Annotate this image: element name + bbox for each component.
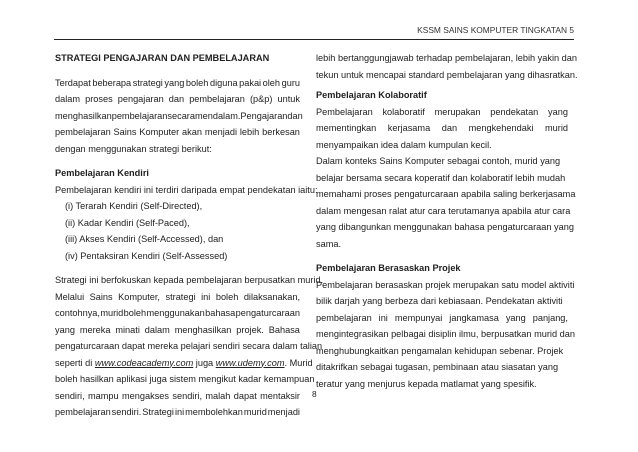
- text-line: bilik darjah yang berbeza dari kebiasaan. Pendekatan aktiviti: [316, 296, 563, 306]
- list-item: (i) Terarah Kendiri (Self-Directed),: [65, 201, 203, 211]
- text-fragment: seperti di: [55, 357, 95, 368]
- subheading-kolaboratif: Pembelajaran Kolaboratif: [316, 90, 427, 100]
- text-line: Dalam konteks Sains Komputer sebagai contoh, murid yang: [316, 156, 561, 166]
- text-line: lebih bertanggungjawab terhadap pembelajaran, lebih yakin dan: [316, 53, 578, 63]
- text-line: menyampaikan idea dalam kumpulan kecil.: [316, 139, 492, 150]
- text-line: sama.: [316, 238, 342, 249]
- text-line: yang dibangunkan menggunakan bahasa pengaturcaraan yang: [316, 222, 574, 232]
- subheading-kendiri: Pembelajaran Kendiri: [55, 168, 149, 178]
- text-line: Strategi ini berfokuskan kepada pembelajaran berpusatkan murid.: [55, 275, 324, 285]
- text-line: Melalui Sains Komputer, strategi ini boleh dilaksanakan,: [55, 291, 300, 302]
- text-line: pembelajaran ini mempunyai jangkamasa yang panjang,: [316, 312, 568, 323]
- header-rule: [54, 39, 574, 40]
- text-line: tekun untuk mencapai standard pembelajaran yang dihasratkan.: [316, 69, 578, 80]
- section-heading: STRATEGI PENGAJARAN DAN PEMBELAJARAN: [55, 53, 270, 63]
- text-line: Pembelajaran berasaskan projek merupakan satu model aktiviti: [316, 279, 575, 290]
- page-number: 8: [312, 389, 317, 399]
- text-line: teratur yang menjurus kepada matlamat yang spesifik.: [316, 378, 537, 389]
- text-line: menghasilkan pembelajaran secara mendalam. Pengajaran dan: [55, 110, 303, 121]
- text-fragment: juga: [193, 357, 216, 368]
- intro-paragraph: [55, 75, 303, 158]
- text-line: boleh hasilkan aplikasi juga sistem mengikut kadar kemampuan: [55, 374, 315, 384]
- text-line: memahami proses pengaturcaraan apabila saling berkerjasama: [316, 189, 576, 199]
- text-line: contohnya, murid boleh menggunakan bahasa pengaturcaraan: [55, 308, 300, 318]
- text-line: Pembelajaran kolaboratif merupakan pendekatan yang: [316, 106, 568, 117]
- header-title: KSSM SAINS KOMPUTER TINGKATAN 5: [417, 25, 574, 35]
- text-line: pembelajaran Sains Komputer akan menjadi lebih berkesan: [55, 127, 300, 137]
- strategi-paragraph: [55, 272, 324, 421]
- list-item: (iii) Akses Kendiri (Self-Accessed), dan: [65, 234, 224, 244]
- text-fragment: . Murid: [284, 357, 313, 368]
- text-line: mementingkan kerjasama dan mengkehendaki murid: [316, 123, 568, 133]
- list-item: (iv) Pentaksiran Kendiri (Self-Assessed): [65, 250, 228, 261]
- text-line: pembelajaran sendiri. Strategi ini membolehkan murid menjadi: [55, 407, 300, 417]
- text-line: Terdapat beberapa strategi yang boleh diguna pakai oleh guru: [55, 77, 300, 88]
- text-line: sendiri, mampu mengakses sendiri, malah dapat mentaksir: [55, 390, 300, 401]
- link-codeacademy[interactable]: www.codeacademy.com: [94, 357, 194, 368]
- text-line: menghubungkaitkan pengamalan kehidupan sebenar. Projek: [316, 345, 564, 356]
- text-line: pengaturcaraan dapat mereka pelajari sendiri secara dalam talian: [55, 341, 323, 351]
- text-line: belajar bersama secara koperatif dan kolaboratif lebih mudah: [316, 172, 566, 183]
- right-column: [316, 50, 578, 392]
- text-line: ditakrifkan sebagai tugasan, pembinaan atau siasatan yang: [316, 362, 559, 372]
- text-line: yang mereka minati dalam menghasilkan projek. Bahasa: [55, 324, 300, 335]
- text-line: mengintegrasikan pelbagai disiplin ilmu, berpusatkan murid dan: [316, 329, 575, 339]
- text-line: dalam mengesan ralat atur cara terutamanya apabila atur cara: [316, 205, 571, 216]
- text-line: Pembelajaran kendiri ini terdiri daripada empat pendekatan iaitu:: [55, 184, 318, 195]
- text-line: dengan menggunakan strategi berikut:: [55, 143, 212, 154]
- link-udemy[interactable]: www.udemy.com: [215, 357, 285, 368]
- subheading-projek: Pembelajaran Berasaskan Projek: [316, 263, 461, 273]
- text-line: dalam proses pengajaran dan pembelajaran (p&p) untuk: [55, 94, 300, 104]
- list-item: (ii) Kadar Kendiri (Self-Paced),: [65, 217, 190, 228]
- text-line-links: [55, 355, 313, 372]
- left-column: [55, 50, 324, 421]
